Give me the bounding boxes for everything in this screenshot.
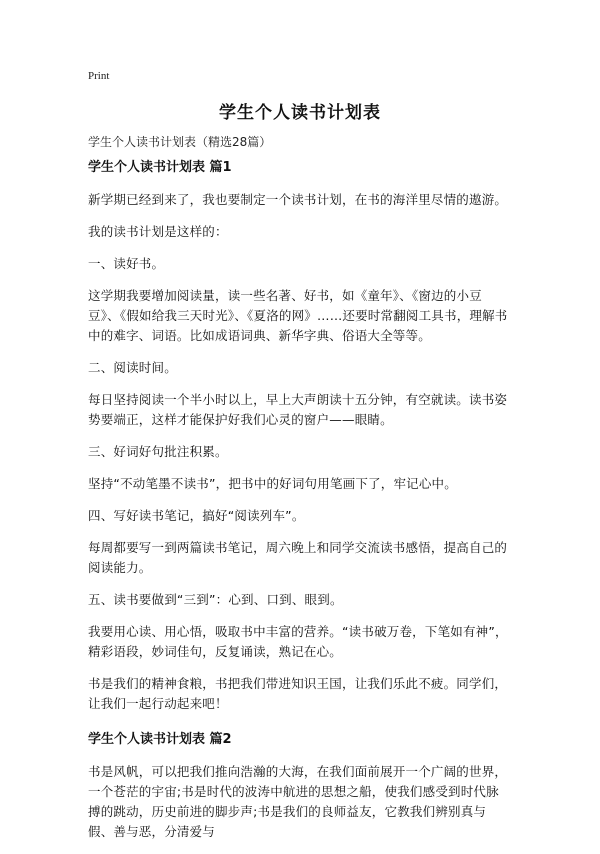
paragraph: 我要用心读、用心悟，吸取书中丰富的营养。“读书破万卷，下笔如有神”，精彩语段，妙词佳句，反复诵读，熟记在心。 — [88, 624, 508, 659]
document-subtitle: 学生个人读书计划表（精选28篇） — [88, 135, 272, 149]
paragraph: 二、阅读时间。 — [88, 360, 177, 375]
page-title: 学生个人读书计划表 — [219, 103, 381, 123]
section-heading: 学生个人读书计划表 篇2 — [88, 732, 232, 747]
print-label: Print — [88, 70, 110, 82]
paragraph: 每日坚持阅读一个半小时以上，早上大声朗读十五分钟，有空就读。读书姿势要端正，这样才能保护好我们心灵的窗户——眼睛。 — [88, 392, 508, 427]
paragraph: 一、读好书。 — [88, 256, 165, 271]
paragraph: 书是我们的精神食粮，书把我们带进知识王国，让我们乐此不疲。同学们，让我们一起行动起来吧！ — [88, 676, 508, 711]
paragraph: 新学期已经到来了，我也要制定一个读书计划，在书的海洋里尽情的遨游。 — [88, 192, 508, 207]
section-heading: 学生个人读书计划表 篇1 — [88, 160, 232, 175]
paragraph: 三、好词好句批注积累。 — [88, 444, 228, 459]
paragraph: 四、写好读书笔记，搞好“阅读列车”。 — [88, 508, 305, 523]
paragraph: 这学期我要增加阅读量，读一些名著、好书，如《童年》、《窗边的小豆豆》、《假如给我三天时光》、《夏洛的网》……还要时常翻阅工具书，理解书中的难字、词语。比如成语词典、新华字典、俗语大全等等。 — [88, 288, 508, 343]
paragraph: 坚持“不动笔墨不读书”，把书中的好词句用笔画下了，牢记心中。 — [88, 476, 457, 491]
paragraph: 每周都要写一到两篇读书笔记，周六晚上和同学交流读书感悟，提高自己的阅读能力。 — [88, 540, 508, 575]
paragraph: 书是风帆，可以把我们推向浩瀚的大海，在我们面前展开一个广阔的世界，一个苍茫的宇宙;书是时代的波涛中航进的思想之船，使我们感受到时代脉搏的跳动，历史前进的脚步声;书是我们的良师益友，它教我们辨别真与假、善与恶，分清爱与 — [88, 764, 508, 839]
document-body — [88, 158, 508, 854]
paragraph: 我的读书计划是这样的： — [88, 224, 228, 239]
paragraph: 五、读书要做到“三到”：心到、口到、眼到。 — [88, 592, 343, 607]
